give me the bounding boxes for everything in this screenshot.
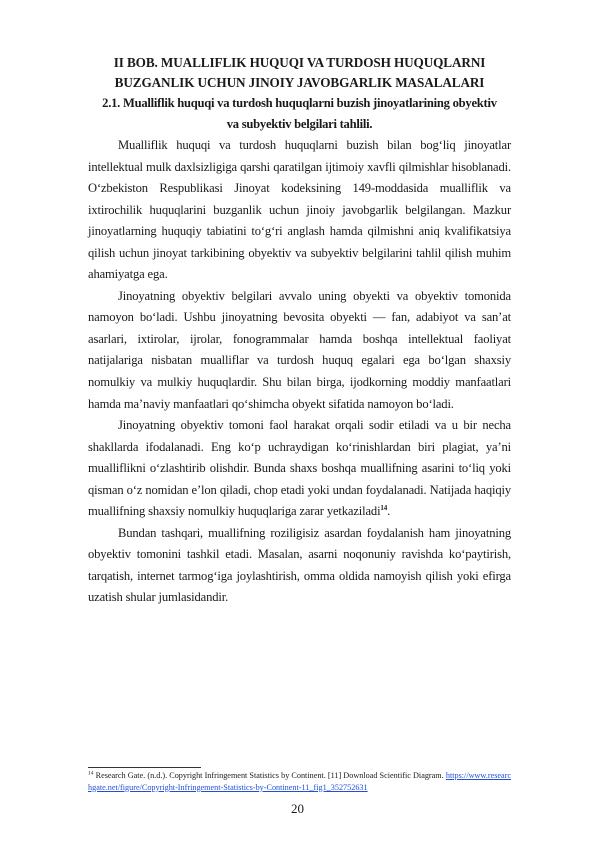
section-title-line1: 2.1. Mualliflik huquqi va turdosh huquqlarni buzish jinoyatlarining obyektiv (102, 96, 497, 110)
footnote-reference[interactable]: 14 (380, 504, 388, 513)
chapter-title-line2: BUZGANLIK UCHUN JINOIY JAVOBGARLIK MASALALARI (114, 75, 485, 90)
footnote-link[interactable]: https://www.researchgate.net/figure/Copyright-Infringement-Statistics-by-Continent-11_fig1_352752631 (88, 771, 512, 792)
chapter-title-line1: II BOB. MUALLIFLIK HUQUQI VA TURDOSH HUQUQLARNI (113, 55, 486, 70)
footnote-text: Research Gate. (n.d.). Copyright Infringement Statistics by Continent. [11] Download Scientific Diagram. (95, 771, 444, 780)
paragraph-3-end: . (387, 504, 391, 519)
paragraph-3 (88, 415, 511, 523)
paragraph-3-text: Jinoyatning obyektiv tomoni faol harakat orqali sodir etiladi va u bir necha shakllarda ifodalanadi. Eng ko‘p uchraydigan ko‘rinishlardan biri plagiat, ya’ni mualliflikni o‘zlashtirib olishdir. Bunda shaxs boshqa muallifning asarini to‘liq yoki qisman o‘z nomidan e’lon qiladi, chop etadi yoki undan foydalanadi. Natijada haqiqiy muallifning shaxsiy nomulkiy huquqlariga zarar yetkaziladi (88, 418, 511, 519)
paragraph-2: Jinoyatning obyektiv belgilari avvalo uning obyekti va obyektiv tomonida namoyon bo‘ladi. Ushbu jinoyatning bevosita obyekti — fan, adabiyot va san’at asarlari, ixtirolar, ijrolar, fonogrammalar hamda boshqa intellektual faoliyat natijalariga nisbatan mualliflar va turdosh huquq egalari ega bo‘lgan shaxsiy nomulkiy va mulkiy huquqlardir. Shu bilan birga, ijodkorning moddiy manfaatlari hamda ma’naviy manfaatlari qo‘shimcha obyekt sifatida namoyon bo‘ladi. (88, 288, 511, 411)
footnote (88, 770, 511, 793)
paragraph-4: Bundan tashqari, muallifning roziligisiz asardan foydalanish ham jinoyatning obyektiv tomonini tashkil etadi. Masalan, asarni noqonuniy ravishda ko‘paytirish, tarqatish, internet tarmog‘iga joylashtirish, omma oldida namoyish qilish yoki efirga uzatish shular jumlasidandir. (88, 525, 511, 605)
page-body (88, 53, 511, 609)
page-number: 20 (291, 801, 304, 816)
section-title (88, 93, 511, 135)
footnote-marker: 14 (88, 770, 94, 777)
chapter-title (88, 53, 511, 93)
paragraph-1: Mualliflik huquqi va turdosh huquqlarni buzish bilan bog‘liq jinoyatlar intellektual mulk daxlsizligiga qarshi qaratilgan ijtimoiy xavfli qilmishlar hisoblanadi. O‘zbekiston Respublikasi Jinoyat kodeksining 149-moddasida mualliflik va ixtirochilik huquqlarini buzganlik uchun jinoiy javobgarlik belgilangan. Mazkur jinoyatlarning huquqiy tabiatini to‘g‘ri anglash hamda qilmishni aniq kvalifikatsiya qilish uchun jinoyat tarkibining obyektiv va subyektiv belgilarini tahlil qilish muhim ahamiyatga ega. (88, 138, 511, 282)
footnote-divider (88, 767, 201, 768)
section-title-line2: va subyektiv belgilari tahlili. (226, 117, 373, 131)
